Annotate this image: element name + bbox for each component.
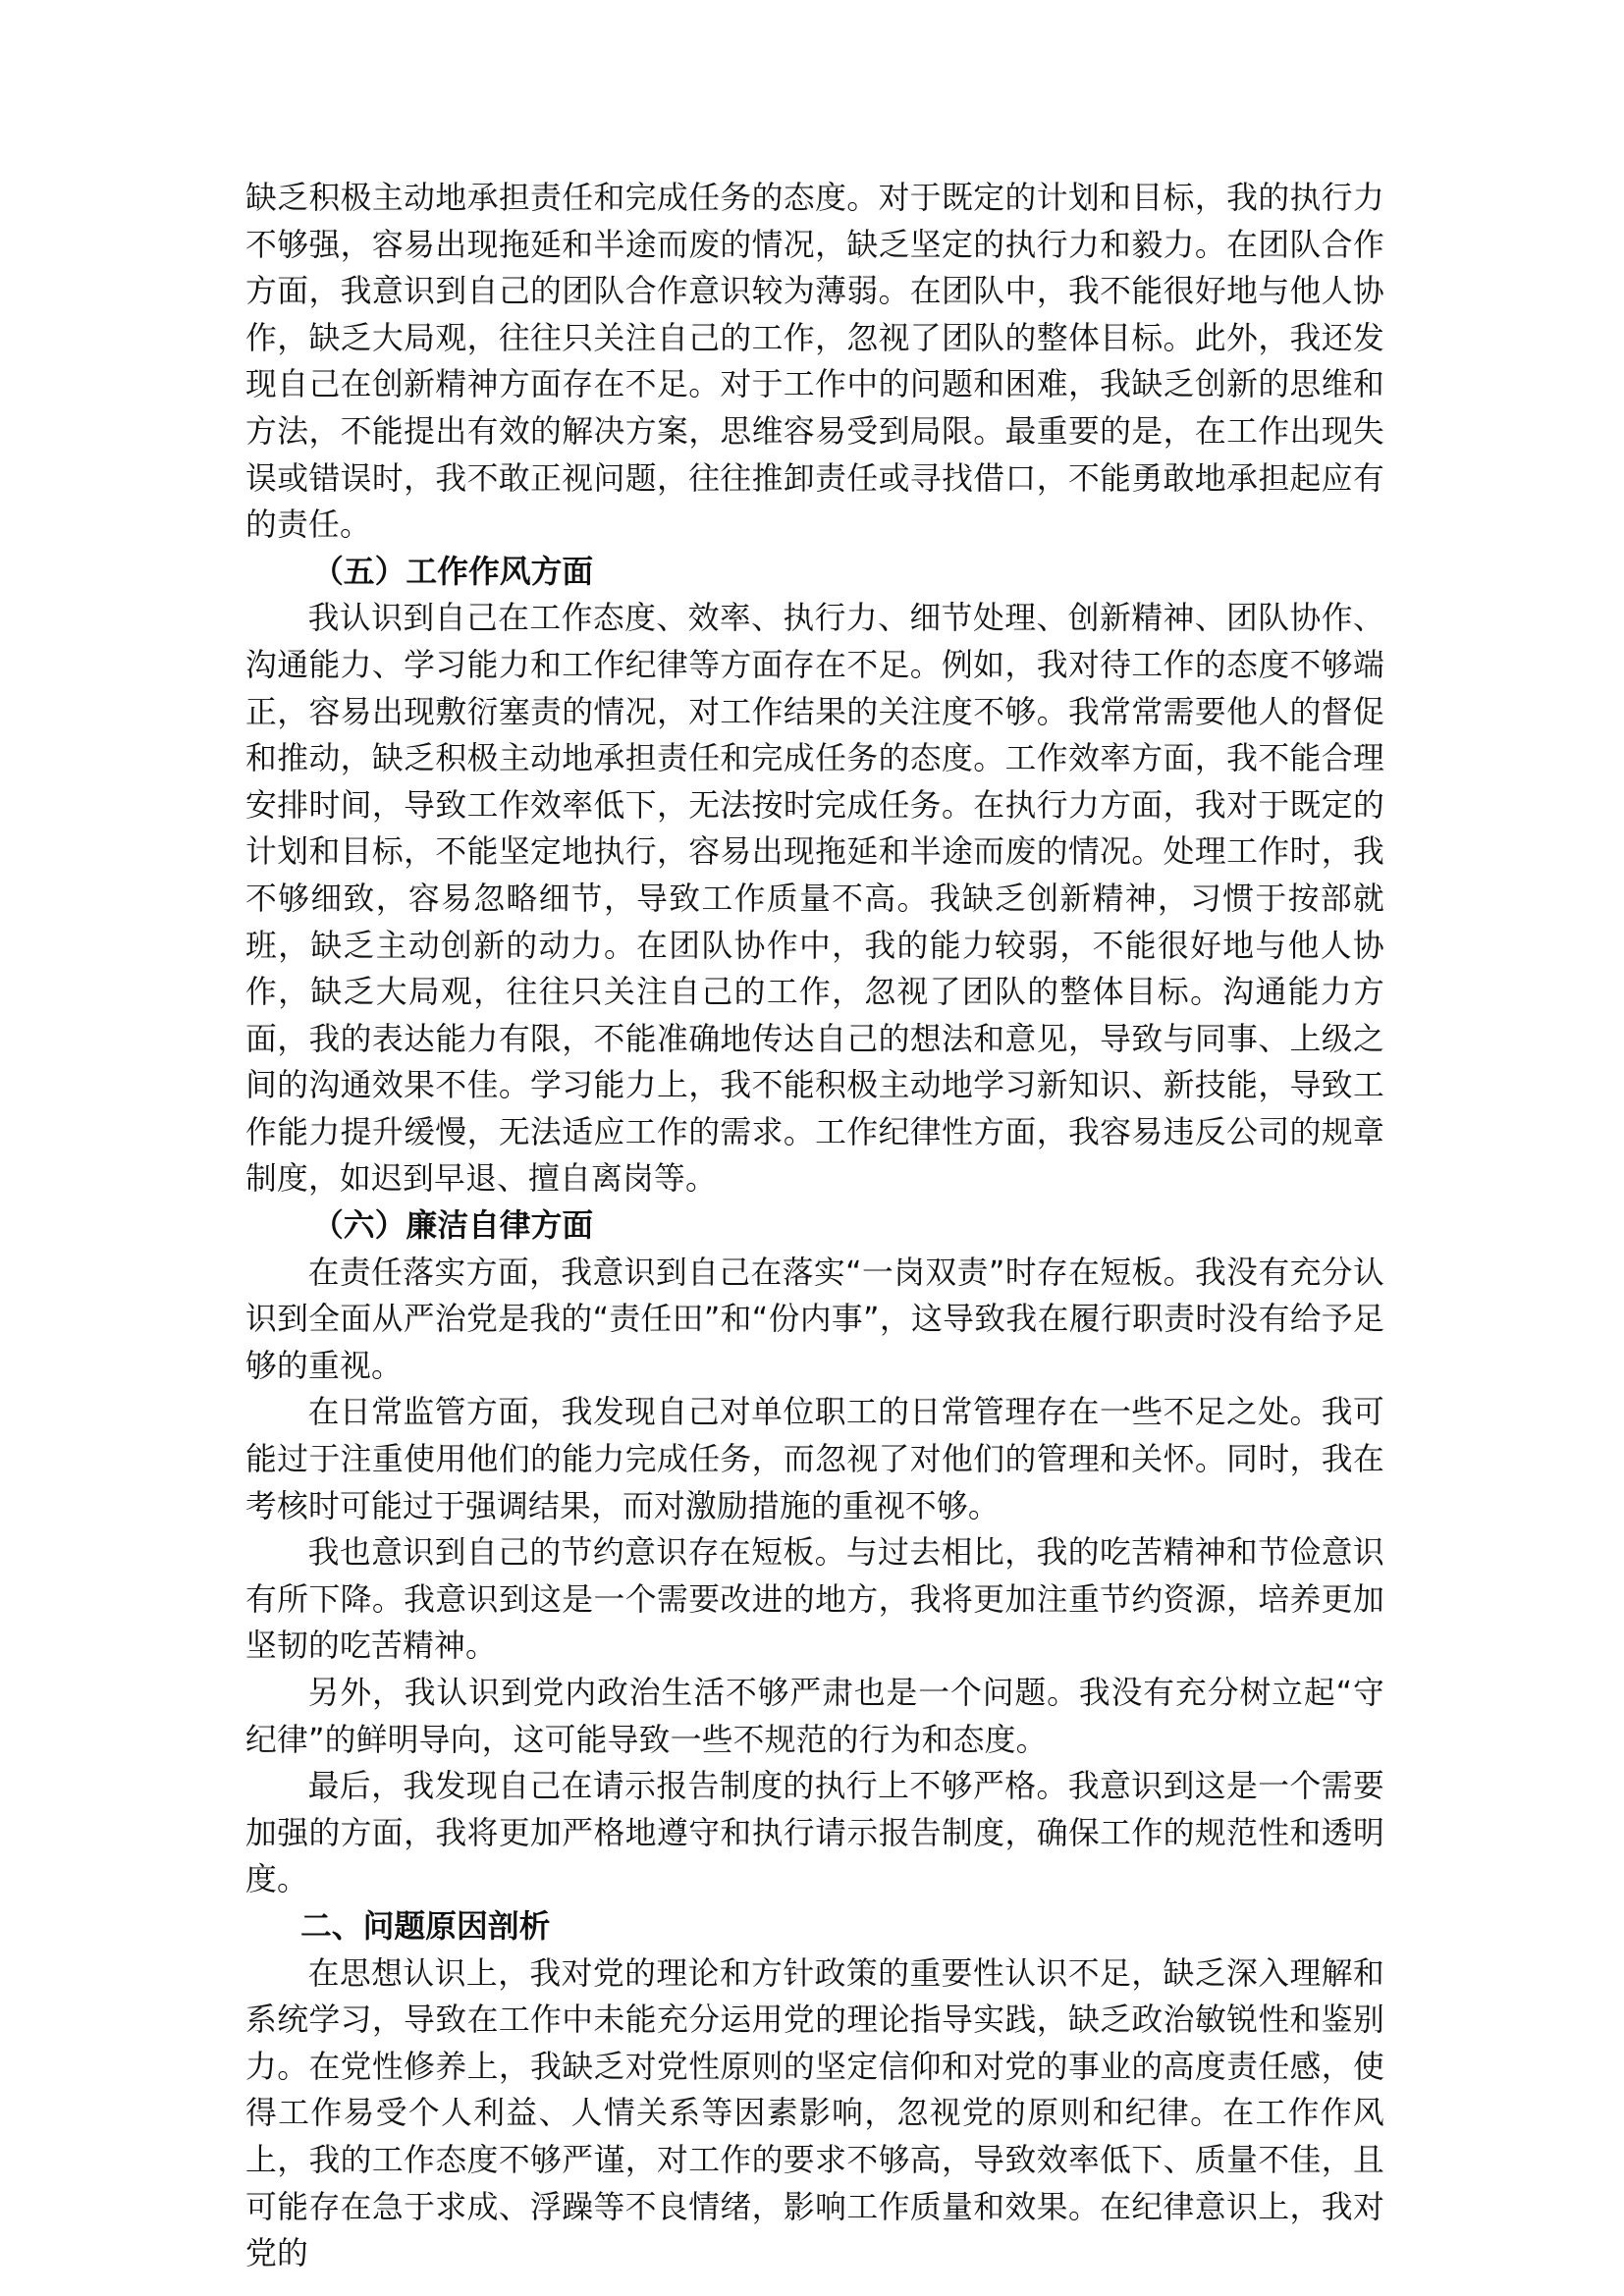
heading-work-style: （五）工作作风方面 (312, 553, 594, 590)
paragraph-supervision: 在日常监管方面，我发现自己对单位职工的日常管理存在一些不足之处。我可能过于注重使用他们的能力完成任务，而忽视了对他们的管理和关怀。同时，我在考核时可能过于强调结果，而对激励措施的重视不够。 (245, 1394, 1384, 1524)
heading-integrity: （六）廉洁自律方面 (312, 1207, 594, 1245)
paragraph-continued-attitude: 缺乏积极主动地承担责任和完成任务的态度。对于既定的计划和目标，我的执行力不够强，容易出现拖延和半途而废的情况，缺乏坚定的执行力和毅力。在团队合作方面，我意识到自己的团队合作意识较为薄弱。在团队中，我不能很好地与他人协作，缺乏大局观，往往只关注自己的工作，忽视了团队的整体目标。此外，我还发现自己在创新精神方面存在不足。对于工作中的问题和困难，我缺乏创新的思维和方法，不能提出有效的解决方案，思维容易受到局限。最重要的是，在工作出现失误或错误时，我不敢正视问题，往往推卸责任或寻找借口，不能勇敢地承担起应有的责任。 (245, 180, 1384, 544)
paragraph-work-style: 我认识到自己在工作态度、效率、执行力、细节处理、创新精神、团队协作、沟通能力、学习能力和工作纪律等方面存在不足。例如，我对待工作的态度不够端正，容易出现敷衍塞责的情况，对工作结果的关注度不够。我常常需要他人的督促和推动，缺乏积极主动地承担责任和完成任务的态度。工作效率方面，我不能合理安排时间，导致工作效率低下，无法按时完成任务。在执行力方面，我对于既定的计划和目标，不能坚定地执行，容易出现拖延和半途而废的情况。处理工作时，我不够细致，容易忽略细节，导致工作质量不高。我缺乏创新精神，习惯于按部就班，缺乏主动创新的动力。在团队协作中，我的能力较弱，不能很好地与他人协作，缺乏大局观，往往只关注自己的工作，忽视了团队的整体目标。沟通能力方面，我的表达能力有限，不能准确地传达自己的想法和意见，导致与同事、上级之间的沟通效果不佳。学习能力上，我不能积极主动地学习新知识、新技能，导致工作能力提升缓慢，无法适应工作的需求。工作纪律性方面，我容易违反公司的规章制度，如迟到早退、擅自离岗等。 (245, 600, 1384, 1198)
document-page (245, 175, 1384, 2277)
paragraph-cause-analysis: 在思想认识上，我对党的理论和方针政策的重要性认识不足，缺乏深入理解和系统学习，导致在工作中未能充分运用党的理论指导实践，缺乏政治敏锐性和鉴别力。在党性修养上，我缺乏对党性原则的坚定信仰和对党的事业的高度责任感，使得工作易受个人利益、人情关系等因素影响，忽视党的原则和纪律。在工作作风上，我的工作态度不够严谨，对工作的要求不够高，导致效率低下、质量不佳，且可能存在急于求成、浮躁等不良情绪，影响工作质量和效果。在纪律意识上，我对党的 (245, 1954, 1384, 2272)
paragraph-reporting: 最后，我发现自己在请示报告制度的执行上不够严格。我意识到这是一个需要加强的方面，我将更加严格地遵守和执行请示报告制度，确保工作的规范性和透明度。 (245, 1768, 1384, 1898)
paragraph-political-life: 另外，我认识到党内政治生活不够严肃也是一个问题。我没有充分树立起“守纪律”的鲜明导向，这可能导致一些不规范的行为和态度。 (245, 1675, 1384, 1758)
heading-cause-analysis: 二、问题原因剖析 (300, 1907, 551, 1945)
paragraph-responsibility: 在责任落实方面，我意识到自己在落实“一岗双责”时存在短板。我没有充分认识到全面从严治党是我的“责任田”和“份内事”，这导致我在履行职责时没有给予足够的重视。 (245, 1254, 1384, 1384)
paragraph-thrift: 我也意识到自己的节约意识存在短板。与过去相比，我的吃苦精神和节俭意识有所下降。我意识到这是一个需要改进的地方，我将更加注重节约资源，培养更加坚韧的吃苦精神。 (245, 1534, 1384, 1665)
